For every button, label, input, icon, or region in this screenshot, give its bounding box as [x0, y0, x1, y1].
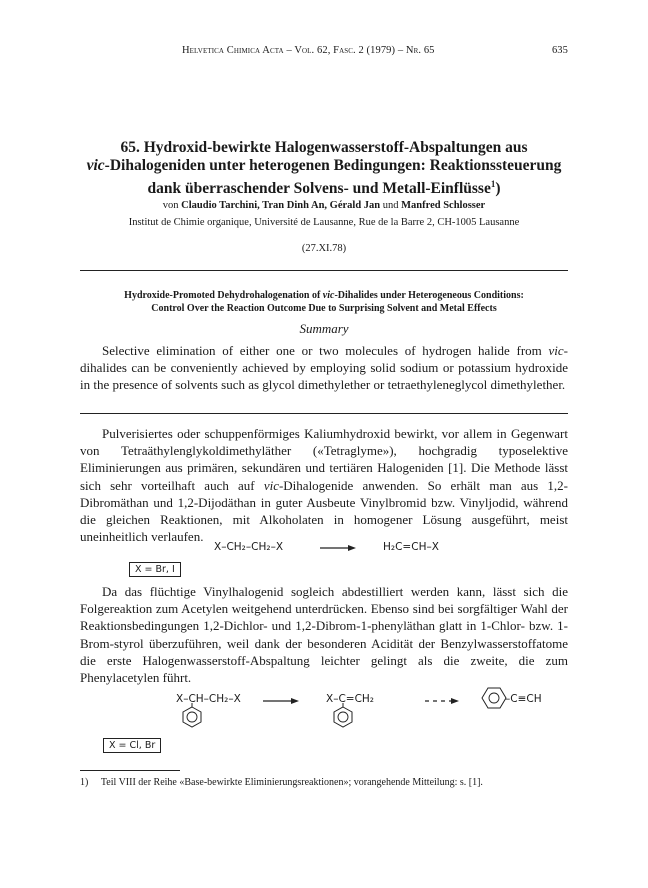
scheme2-condition-box: X = Cl, Br — [103, 738, 161, 753]
author-last: Manfred Schlosser — [401, 200, 486, 211]
institution: Institut de Chimie organique, Université de Lausanne, Rue de la Barre 2, CH-1005 Lausanne — [128, 217, 520, 228]
title-line-2 — [60, 157, 588, 175]
scheme2-arrow-dashed — [425, 697, 459, 705]
authors — [60, 200, 588, 211]
para1-a: Pulverisiertes oder schuppenförmiges Kaliumhydroxid bewirkt, vor allem in Gegenwart von Tetraäthylenglykoldimethyläther («Tetraglyme»), hochgradig typoselektive Eliminierungen aus primären, sekundären und tertiären Halogeniden [1]. Die Methode lässt sich sehr vorteilhaft auch auf — [80, 426, 568, 493]
scheme1-condition-box: X = Br, I — [129, 562, 181, 577]
received-date: (27.XI.78) — [301, 243, 347, 254]
summary-a: Selective elimination of either one or two molecules of hydrogen halide from — [102, 343, 542, 358]
rule-bottom — [80, 413, 568, 414]
authors-prefix: von — [162, 200, 179, 211]
article-title — [60, 139, 588, 198]
para2-text: Da das flüchtige Vinylhalogenid sogleich abdestilliert werden kann, lässt sich die Folgereaktion zum Acetylen weitgehend unterdrücken. Ebenso sind bei sorgfältiger Wahl der Reaktionsbedingungen 1,2-Dichlor- und 1,2-Dibrom-1-phenyläthan glatt in 1-Chlor- bzw. 1-Brom-styrol überzuführen, weil dank der besonderen Acidität der Benzylwasserstoffatome die erste Halogenwasserstoff-Abspaltung leichter gelingt als die zweite, die zum Phenylacetylen führt. — [80, 584, 568, 686]
title-line-2-text: -Dihalogeniden unter heterogenen Bedingungen: Reaktionssteuerung — [104, 157, 562, 174]
footnote — [80, 777, 568, 788]
summary-b: -dihalides can be conveniently achieved by employing solid sodium or potassium hydroxide in the presence of solvents such as glycol dimethylether or tetraethyleneglycol dimethylether. — [80, 343, 569, 393]
etitle-b: -Dihalides under Heterogeneous Conditions: — [334, 290, 524, 301]
scheme1-arrow — [320, 544, 356, 552]
benzene-ring-3-icon — [481, 686, 507, 710]
title-footnote-mark: 1 — [490, 179, 496, 189]
english-title-line-2: Control Over the Reaction Outcome Due to Surprising Solvent and Metal Effects — [151, 303, 497, 314]
scheme2-arrow-1 — [263, 697, 299, 705]
footnote-mark: 1) — [80, 777, 89, 788]
footnote-text: Teil VIII der Reihe «Base-bewirkte Eliminierungsreaktionen»; vorangehende Mitteilung: s. [1]. — [100, 777, 483, 788]
authors-und: und — [382, 200, 399, 211]
title-vic: vic — [86, 157, 105, 174]
body-paragraph-1 — [80, 425, 568, 545]
title-line-3: dank überraschender Solvens- und Metall-Einflüsse$^1$) — [147, 179, 501, 198]
summary-text — [80, 342, 568, 394]
scheme2-reactant: X–CH–CH₂–X — [176, 693, 241, 705]
scheme1-product: H₂C=CH–X — [383, 541, 439, 553]
scheme1-reactant: X–CH₂–CH₂–X — [214, 541, 284, 553]
summary-vic: vic — [548, 343, 564, 358]
footnote-separator — [80, 770, 180, 771]
scheme2-product: –C≡CH — [505, 693, 542, 705]
author-names: Claudio Tarchini, Tran Dinh An, Gérald Jan — [181, 200, 381, 211]
scheme2-intermediate: X–C=CH₂ — [326, 693, 375, 705]
etitle-vic: vic — [322, 290, 335, 301]
para1-vic: vic — [263, 477, 279, 493]
rule-top — [80, 270, 568, 271]
page-number: 635 — [551, 45, 568, 56]
title-line-1: 65. Hydroxid-bewirkte Halogenwasserstoff-Abspaltungen aus — [120, 139, 528, 156]
english-title — [70, 289, 578, 315]
body-paragraph-2 — [80, 583, 568, 686]
benzene-ring-2-icon — [331, 703, 355, 729]
english-title-line-1 — [70, 289, 578, 302]
etitle-a: Hydroxide-Promoted Dehydrohalogenation of — [124, 290, 321, 301]
journal-line: Helvetica Chimica Acta – Vol. 62, Fasc. 2 (1979) – Nr. 65 — [182, 45, 435, 56]
summary-heading: Summary — [299, 321, 349, 336]
para1-b: -Dihalogenide anwenden. So erhält man aus 1,2-Dibromäthan und 1,2-Dijodäthan in guter Ausbeute Vinylbromid bzw. Vinyljodid, während die gleichen Reaktionen, mit Alkoholaten in homogener Lösung ausgeführt, meist uneinheitlich verlaufen. — [80, 477, 568, 545]
title-line-3-text: dank überraschender Solvens- und Metall-Einflüsse — [147, 180, 491, 198]
benzene-ring-1-icon — [180, 703, 204, 729]
